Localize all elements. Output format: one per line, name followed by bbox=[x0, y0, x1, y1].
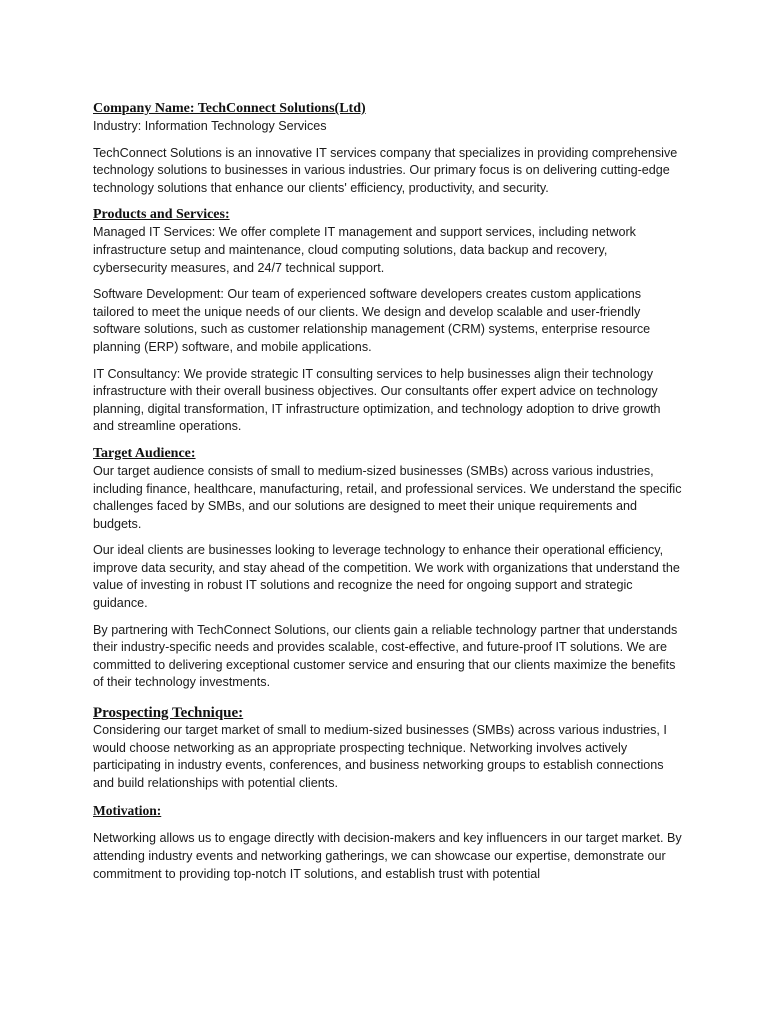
target-audience-heading: Target Audience: bbox=[93, 445, 196, 461]
document-body bbox=[93, 100, 683, 883]
prospecting-paragraph: Considering our target market of small to medium-sized businesses (SMBs) across various industries, I would choose networking as an appropriate prospecting technique. Networking involves actively participating in industry events, conferences, and business networking groups to establish connections and build relationships with potential clients. bbox=[93, 723, 667, 790]
audience-paragraph-3: By partnering with TechConnect Solutions, our clients gain a reliable technology partner that understands their industry-specific needs and provides scalable, cost-effective, and future-proof IT solutions. We are committed to delivering exceptional customer service and ensuring that our clients maximize the benefits of their technology investments. bbox=[93, 622, 678, 690]
intro-paragraph: TechConnect Solutions is an innovative IT services company that specializes in providing comprehensive technology solutions to businesses in various industries. Our primary focus is on delivering cutting-edge technology solutions that enhance our clients' efficiency, productivity, and security. bbox=[93, 145, 678, 195]
audience-paragraph-2: Our ideal clients are businesses looking to leverage technology to enhance their operational efficiency, improve data security, and stay ahead of the competition. We work with organizations that understand the value of investing in robust IT solutions and recognize the need for ongoing support and strategic guidance. bbox=[93, 543, 680, 611]
managed-it-paragraph: Managed IT Services: We offer complete IT management and support services, including network infrastructure setup and maintenance, cloud computing solutions, data backup and recovery, cybersecurity measures, and 24/7 technical support. bbox=[93, 225, 636, 275]
software-development-paragraph: Software Development: Our team of experienced software developers creates custom applications tailored to meet the unique needs of our clients. We design and develop scalable and user-friendly software solutions, such as customer relationship management (CRM) systems, enterprise resource planning (ERP) software, and mobile applications. bbox=[93, 287, 651, 354]
motivation-heading: Motivation: bbox=[93, 803, 162, 819]
company-name-heading: Company Name: TechConnect Solutions(Ltd) bbox=[93, 101, 366, 116]
it-consultancy-paragraph: IT Consultancy: We provide strategic IT consulting services to help businesses align their technology infrastructure with their overall business objectives. Our consultants offer expert advice on technology planning, digital transformation, IT infrastructure optimization, and technology adoption to drive growth and streamline operations. bbox=[93, 366, 661, 434]
industry-line: Industry: Information Technology Services bbox=[93, 119, 327, 133]
products-services-heading: Products and Services: bbox=[93, 207, 230, 223]
audience-paragraph-1: Our target audience consists of small to medium-sized businesses (SMBs) across various industries, including finance, healthcare, manufacturing, retail, and professional services. We understand the specific challenges faced by SMBs, and our solutions are designed to meet their unique requirements and budgets. bbox=[93, 463, 682, 531]
prospecting-technique-heading: Prospecting Technique: bbox=[93, 705, 244, 722]
motivation-paragraph: Networking allows us to engage directly with decision-makers and key influencers in our target market. By attending industry events and networking gatherings, we can showcase our expertise, demonstrate our commitment to providing top-notch IT solutions, and establish trust with potential bbox=[93, 831, 682, 881]
